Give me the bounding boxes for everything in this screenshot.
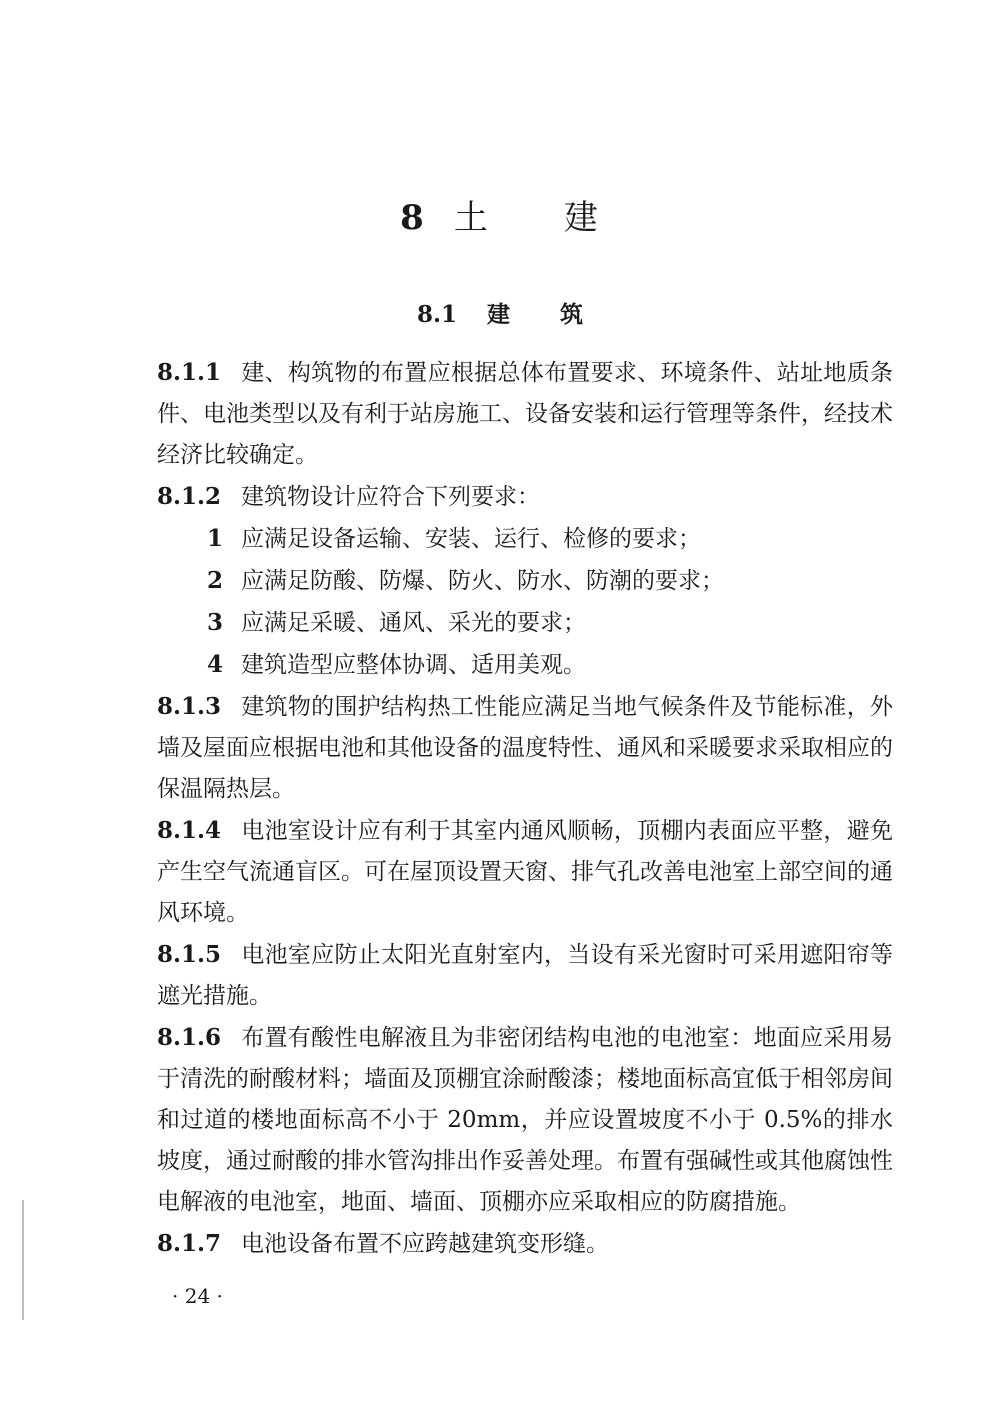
list-item xyxy=(157,644,893,686)
clause-number: 8.1.5 xyxy=(157,941,222,968)
clause-number: 8.1.2 xyxy=(157,483,222,510)
item-text: 建筑造型应整体协调、适用美观。 xyxy=(241,652,587,678)
clause-8-1-1 xyxy=(157,352,893,476)
clause-text: 建筑物设计应符合下列要求： xyxy=(241,484,541,510)
clause-8-1-3 xyxy=(157,686,893,810)
clause-8-1-7 xyxy=(157,1223,893,1265)
clause-number: 8.1.4 xyxy=(157,817,222,844)
item-text: 应满足防酸、防爆、防火、防水、防潮的要求； xyxy=(241,568,725,594)
clause-number: 8.1.7 xyxy=(157,1230,222,1257)
section-word-2: 筑 xyxy=(560,301,583,328)
chapter-word-2: 建 xyxy=(563,198,600,238)
item-number: 1 xyxy=(207,525,224,552)
list-item xyxy=(157,602,893,644)
item-text: 应满足采暖、通风、采光的要求； xyxy=(241,610,587,636)
section-title xyxy=(0,296,1000,329)
chapter-title xyxy=(0,190,1000,239)
section-word-1: 建 xyxy=(487,301,510,328)
clause-text: 电池室设计应有利于其室内通风顺畅，顶棚内表面应平整，避免产生空气流通盲区。可在屋顶设置天窗、排气孔改善电池室上部空间的通风环境。 xyxy=(157,818,893,926)
clause-text: 布置有酸性电解液且为非密闭结构电池的电池室：地面应采用易于清洗的耐酸材料；墙面及顶棚宜涂耐酸漆；楼地面标高宜低于相邻房间和过道的楼地面标高不小于 20mm，并应设置坡度不小于 0.5%的排水坡度，通过耐酸的排水管沟排出作妥善处理。布置有强碱性或其他腐蚀性电解液的电池室，地面、墙面、顶棚亦应采取相应的防腐措施。 xyxy=(157,1025,893,1215)
item-text: 应满足设备运输、安装、运行、检修的要求； xyxy=(241,526,702,552)
page-number: · 24 · xyxy=(172,1284,223,1308)
clause-text: 建筑物的围护结构热工性能应满足当地气候条件及节能标准，外墙及屋面应根据电池和其他设备的温度特性、通风和采暖要求采取相应的保温隔热层。 xyxy=(157,694,893,802)
clause-text: 电池室应防止太阳光直射室内，当设有采光窗时可采用遮阳帘等遮光措施。 xyxy=(157,942,893,1009)
chapter-word-1: 土 xyxy=(453,198,490,238)
clause-text: 建、构筑物的布置应根据总体布置要求、环境条件、站址地质条件、电池类型以及有利于站房施工、设备安装和运行管理等条件，经技术经济比较确定。 xyxy=(157,360,893,468)
clause-number: 8.1.1 xyxy=(157,359,222,386)
section-number: 8.1 xyxy=(416,301,457,328)
body-text xyxy=(157,352,893,1265)
clause-8-1-2 xyxy=(157,476,893,518)
clause-8-1-4 xyxy=(157,810,893,934)
scan-margin-mark xyxy=(22,1200,24,1320)
item-number: 2 xyxy=(207,567,224,594)
clause-8-1-6 xyxy=(157,1017,893,1223)
list-item xyxy=(157,518,893,560)
list-item xyxy=(157,560,893,602)
chapter-number: 8 xyxy=(400,198,426,238)
item-number: 3 xyxy=(207,609,224,636)
item-number: 4 xyxy=(207,651,224,678)
clause-number: 8.1.3 xyxy=(157,693,222,720)
clause-8-1-5 xyxy=(157,934,893,1017)
clause-text: 电池设备布置不应跨越建筑变形缝。 xyxy=(241,1231,610,1257)
clause-number: 8.1.6 xyxy=(157,1024,222,1051)
